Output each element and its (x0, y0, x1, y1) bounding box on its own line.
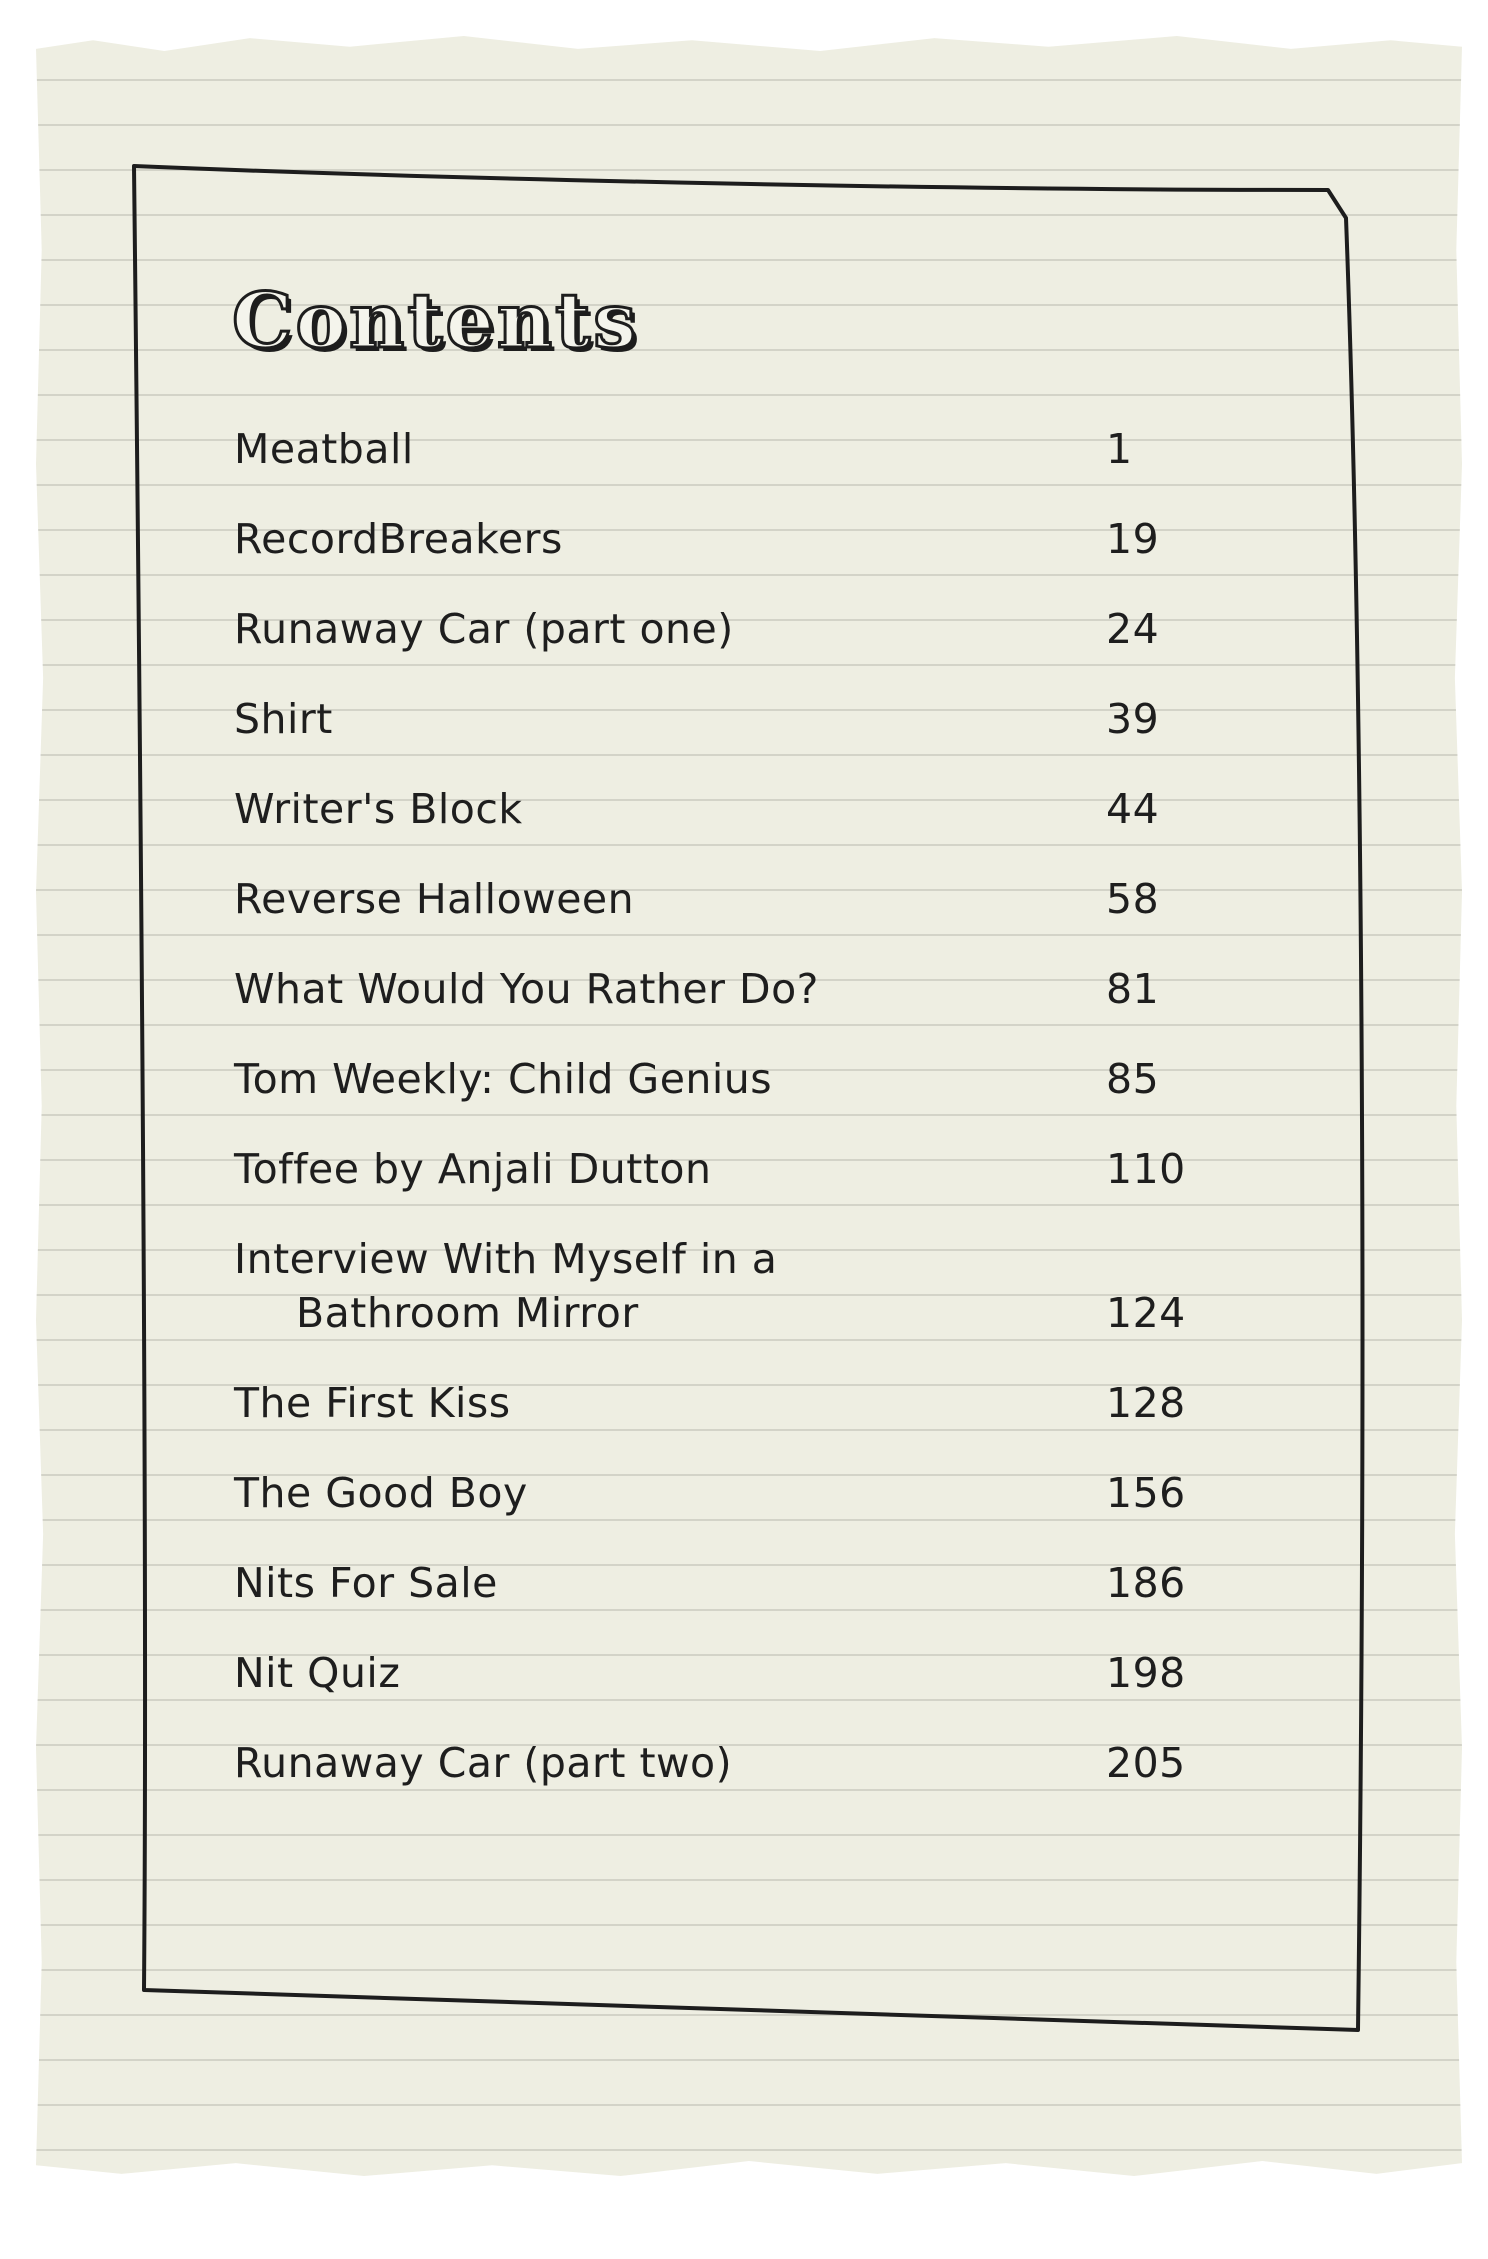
toc-entry-page-number: 58 (1106, 875, 1160, 923)
toc-entry-title-line1: Nits For Sale (234, 1559, 498, 1607)
toc-entry (234, 1364, 1194, 1454)
toc-entry-title (234, 782, 994, 836)
toc-entry-title (234, 602, 994, 656)
toc-entry-title (234, 422, 994, 476)
toc-entry-title-line1: The First Kiss (234, 1379, 511, 1427)
toc-entry (234, 1724, 1194, 1814)
toc-entry-title-line1: Toffee by Anjali Dutton (234, 1145, 712, 1193)
toc-entry-title-line2: Bathroom Mirror (296, 1289, 639, 1337)
toc-entry (234, 500, 1194, 590)
toc-entry-title (234, 1376, 994, 1430)
toc-entry-page-number: 19 (1106, 515, 1160, 563)
toc-entry-page-number: 81 (1106, 965, 1160, 1013)
toc-entry-page-number: 110 (1106, 1145, 1186, 1193)
toc-entry-title-line1: Interview With Myself in a (234, 1235, 778, 1283)
toc-entry (234, 770, 1194, 860)
toc-entry-page-number: 85 (1106, 1055, 1160, 1103)
toc-entry (234, 1634, 1194, 1724)
toc-entry (234, 1544, 1194, 1634)
toc-entry (234, 860, 1194, 950)
toc-entry-title (234, 1646, 994, 1700)
toc-entry-page-number: 24 (1106, 605, 1160, 653)
toc-entry (234, 1130, 1194, 1220)
toc-entry-page-number: 39 (1106, 695, 1160, 743)
toc-entry-title (234, 1736, 994, 1790)
toc-entry-page-number: 44 (1106, 785, 1160, 833)
toc-entry (234, 410, 1194, 500)
toc-entry-title-line1: Meatball (234, 425, 414, 473)
toc-entry-title-line1: The Good Boy (234, 1469, 528, 1517)
toc-entry-title-line1: Reverse Halloween (234, 875, 635, 923)
toc-entry-title (234, 962, 994, 1016)
toc-entry-title (234, 1052, 994, 1106)
toc-entry-title-line1: Tom Weekly: Child Genius (234, 1055, 773, 1103)
toc-entry-title-line1: Nit Quiz (234, 1649, 401, 1697)
toc-entry-title (234, 872, 994, 926)
toc-entry-page-number: 205 (1106, 1739, 1186, 1787)
toc-entry-title-line1: What Would You Rather Do? (234, 965, 819, 1013)
toc-entry (234, 1040, 1194, 1130)
toc-entry-title (234, 1556, 994, 1610)
toc-entry-title (234, 1142, 994, 1196)
toc-entry-title (234, 1466, 994, 1520)
toc-entry (234, 590, 1194, 680)
toc-entry-title-line1: Writer's Block (234, 785, 523, 833)
toc-entry-title-line1: RecordBreakers (234, 515, 563, 563)
toc-entry-page-number: 124 (1106, 1289, 1186, 1337)
toc-entry-title-line1: Shirt (234, 695, 333, 743)
toc-entry (234, 950, 1194, 1040)
toc-entry-title (234, 512, 994, 566)
toc-entry (234, 680, 1194, 770)
table-of-contents (234, 410, 1194, 1814)
toc-entry-title-line1: Runaway Car (part two) (234, 1739, 733, 1787)
page-title: Contents (232, 276, 640, 365)
toc-entry (234, 1220, 1194, 1364)
toc-entry (234, 1454, 1194, 1544)
toc-entry-page-number: 198 (1106, 1649, 1186, 1697)
toc-entry-page-number: 128 (1106, 1379, 1186, 1427)
toc-entry-page-number: 1 (1106, 425, 1133, 473)
toc-entry-title-line1: Runaway Car (part one) (234, 605, 734, 653)
toc-entry-page-number: 186 (1106, 1559, 1186, 1607)
toc-entry-title (234, 692, 994, 746)
toc-entry-page-number: 156 (1106, 1469, 1186, 1517)
toc-entry-title (234, 1232, 994, 1340)
